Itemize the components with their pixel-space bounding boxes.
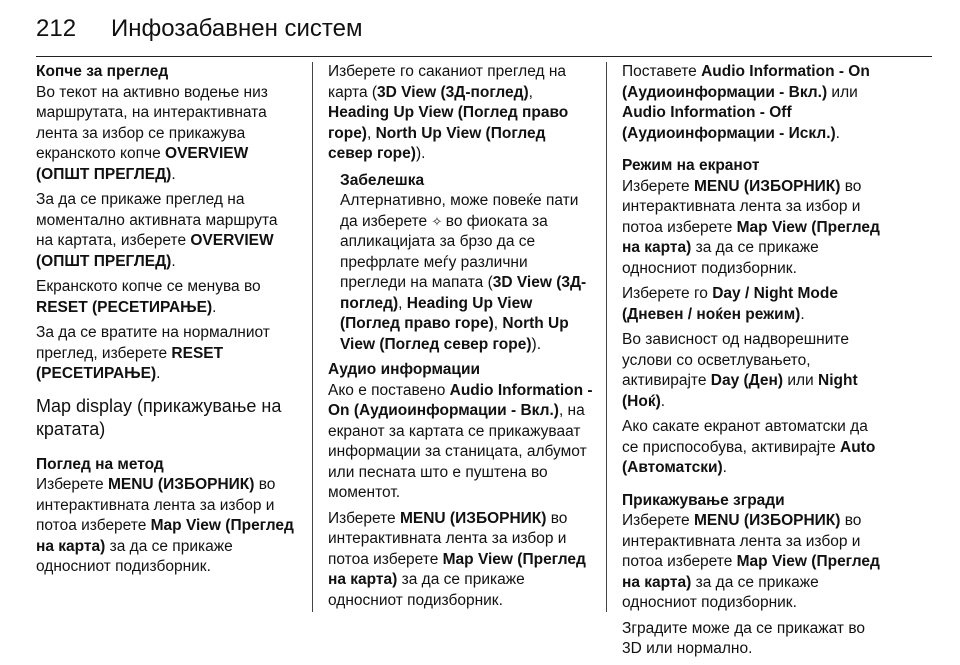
- page-header: [36, 4, 932, 54]
- map-view-icon: ✧: [431, 213, 443, 229]
- note-text: Алтернативно, може повеќе пати да изберете ✧ во фиоката за апликацијата за брзо да се префрлате меѓу различни прегледи на мапата (3D View (3Д-поглед), Heading Up View (Поглед право горе), North Up View (Поглед север горе)).: [340, 192, 587, 353]
- section-title-view-method: Поглед на метод: [36, 455, 164, 473]
- paragraph: Ако е поставено Audio Information - On (Аудиоинформации - Вкл.), на екранот за картата се прикажуваат информации за станицата, албумот или песната што е пуштена во моментот.: [328, 381, 593, 501]
- column-2: [328, 62, 594, 616]
- section-title-display-mode: Режим на екранот: [622, 157, 760, 174]
- page-number: 212: [36, 15, 77, 42]
- section-title-audio-info: Аудио информации: [328, 361, 481, 378]
- section-title-overview-button: Копче за преглед: [36, 63, 169, 80]
- paragraph: Изберете го Day / Night Mode (Дневен / ноќен режим).: [622, 285, 838, 323]
- paragraph: Изберете MENU (ИЗБОРНИК) во интерактивната лента за избор и потоа изберете Map View (Преглед на карта) за да се прикаже односниот подизборник.: [36, 476, 294, 575]
- header-rule: [36, 56, 932, 57]
- paragraph: За да се вратите на нормалниот преглед, изберете RESET (РЕСЕТИРАЊЕ).: [36, 324, 270, 382]
- note-title: Забелешка: [340, 171, 425, 189]
- paragraph: Поставете Audio Information - On (Аудиоинформации - Вкл.) или Audio Information - Off (Аудиоинформации - Искл.).: [622, 63, 870, 142]
- paragraph: Изберете MENU (ИЗБОРНИК) во интерактивната лента за избор и потоа изберете Map View (Преглед на карта) за да се прикаже односниот подизборник.: [328, 509, 586, 609]
- paragraph: Во зависност од надворешните услови со осветлувањето, активирајте Day (Ден) или Night (Ноќ).: [622, 331, 858, 410]
- section-heading-map-display: Map display (прикажување на кратата): [36, 395, 282, 439]
- paragraph: Ако сакате екранот автоматски да се приспособува, активирајте Auto (Автоматски).: [622, 418, 876, 476]
- paragraph: Зградите може да се прикажат во 3D или нормално.: [622, 619, 866, 657]
- paragraph: Изберете MENU (ИЗБОРНИК) во интерактивната лента за избор и потоа изберете Map View (Преглед на карта) за да се прикаже односниот подизборник.: [622, 512, 880, 611]
- column-divider-2: [606, 62, 607, 612]
- paragraph: Екранското копче се менува во RESET (РЕСЕТИРАЊЕ).: [36, 278, 261, 316]
- column-3: [622, 62, 888, 665]
- note-block: [340, 171, 594, 356]
- paragraph: За да се прикаже преглед на моментално активната маршрута на картата, изберете OVERVIEW (ОПШТ ПРЕГЛЕД).: [36, 191, 278, 270]
- paragraph: Изберете го саканиот преглед на карта (3D View (3Д-поглед), Heading Up View (Поглед право горе), North Up View (Поглед север горе)).: [328, 63, 569, 162]
- paragraph: Изберете MENU (ИЗБОРНИК) во интерактивната лента за избор и потоа изберете Map View (Преглед на карта) за да се прикаже односниот подизборник.: [622, 177, 880, 277]
- column-divider-1: [312, 62, 313, 612]
- section-title-buildings: Прикажување згради: [622, 491, 785, 509]
- paragraph: Во текот на активно водење низ маршрутата, на интерактивната лента за избор се прикажува екранското копче OVERVIEW (ОПШТ ПРЕГЛЕД).: [36, 83, 268, 183]
- page-title: Инфозабавнен систем: [111, 15, 363, 42]
- column-1: [36, 62, 298, 583]
